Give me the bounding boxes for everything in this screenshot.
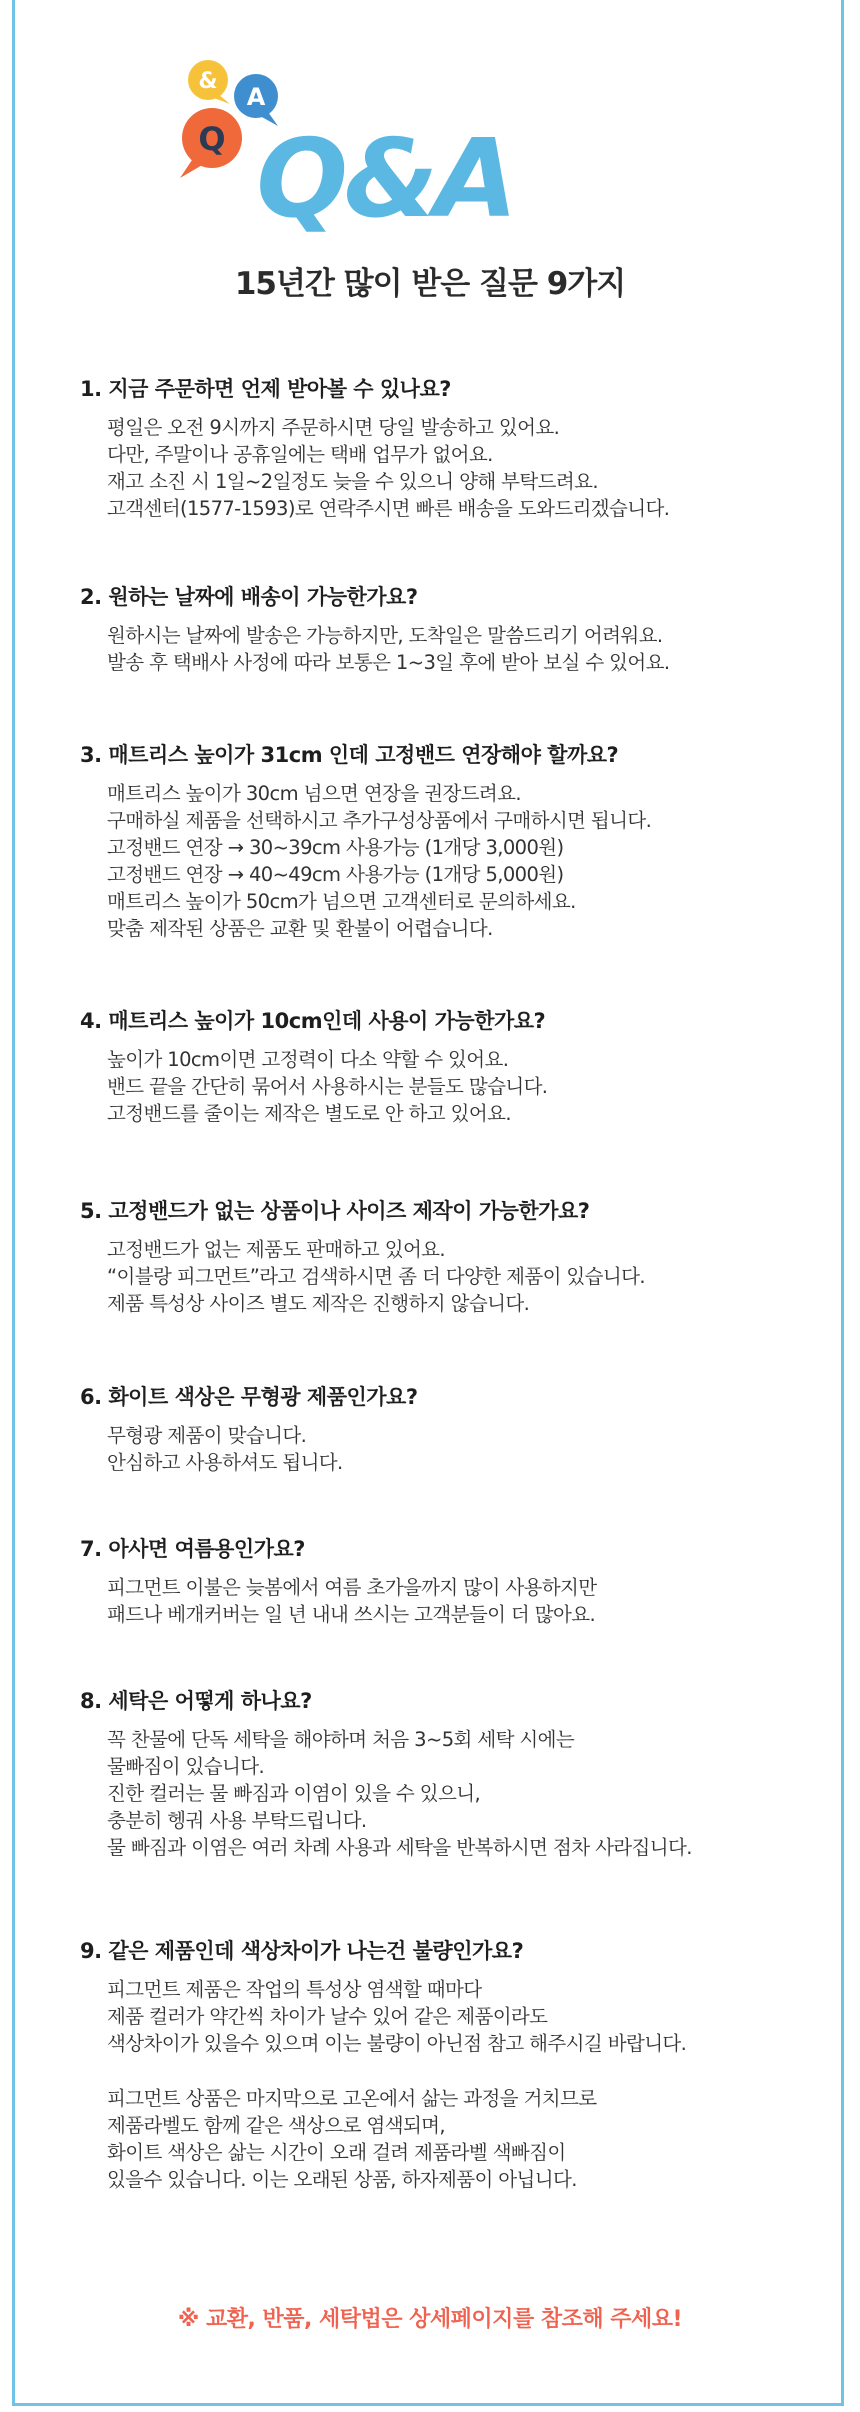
faq-answer-line: 밴드 끝을 간단히 묶어서 사용하시는 분들도 많습니다. [107,1075,548,1098]
faq-answer-line: 진한 컬러는 물 빠짐과 이염이 있을 수 있으니, [107,1782,481,1805]
faq-answer-line: 물빠짐이 있습니다. [107,1755,265,1778]
faq-answer-line: 구매하실 제품을 선택하시고 추가구성상품에서 구매하시면 됩니다. [107,809,652,832]
faq-answer-line: 고객센터(1577-1593)로 연락주시면 빠른 배송을 도와드리겠습니다. [107,497,670,520]
faq-answer-line: 원하시는 날짜에 발송은 가능하지만, 도착일은 말씀드리기 어려워요. [107,624,663,647]
page-subtitle: 15년간 많이 받은 질문 9가지 [234,266,626,302]
faq-answer-line: 제품 컬러가 약간씩 차이가 날수 있어 같은 제품이라도 [107,2005,548,2028]
faq-item [80,1006,810,1127]
faq-answer-line: 화이트 색상은 삶는 시간이 오래 걸려 제품라벨 색빠짐이 [107,2141,566,2164]
faq-answer-line: 꼭 찬물에 단독 세탁을 해야하며 처음 3~5회 세탁 시에는 [107,1728,575,1751]
faq-answer [107,1422,810,1476]
faq-answer [107,1574,810,1628]
faq-item [80,1196,810,1317]
faq-question: 7. 아사면 여름용인가요? [80,1537,305,1561]
faq-question: 9. 같은 제품인데 색상차이가 나는건 불량인가요? [80,1939,524,1963]
faq-answer [107,1726,810,1861]
a-bubble-text: A [246,83,266,111]
ampersand-bubble-text: & [198,69,218,94]
faq-answer-line: 다만, 주말이나 공휴일에는 택배 업무가 없어요. [107,443,493,466]
qa-title: Q&A [256,117,514,236]
faq-answer-line: 안심하고 사용하셔도 됩니다. [107,1451,343,1474]
faq-answer [107,1976,810,2057]
faq-answer-line: 있을수 있습니다. 이는 오래된 상품, 하자제품이 아닙니다. [107,2168,577,2191]
faq-answer-line: 제품 특성상 사이즈 별도 제작은 진행하지 않습니다. [107,1292,530,1315]
q-bubble-text: Q [198,120,226,158]
faq-answer-line: 충분히 헹궈 사용 부탁드립니다. [107,1809,367,1832]
faq-answer-line: 고정밴드 연장 → 30~39cm 사용가능 (1개당 3,000원) [107,836,564,859]
faq-item [80,1534,810,1628]
faq-item [80,1936,810,2193]
faq-question: 3. 매트리스 높이가 31cm 인데 고정밴드 연장해야 할까요? [80,743,619,767]
faq-answer [107,414,810,522]
faq-item [80,374,810,522]
faq-answer-line: 무형광 제품이 맞습니다. [107,1424,307,1447]
faq-answer-line: 고정밴드가 없는 제품도 판매하고 있어요. [107,1238,446,1261]
faq-question: 4. 매트리스 높이가 10cm인데 사용이 가능한가요? [80,1009,546,1033]
faq-answer [107,780,810,942]
faq-item [80,740,810,942]
faq-answer-line: 재고 소진 시 1일~2일정도 늦을 수 있으니 양해 부탁드려요. [107,470,598,493]
faq-item [80,1382,810,1476]
faq-answer [107,1046,810,1127]
faq-answer-line: 평일은 오전 9시까지 주문하시면 당일 발송하고 있어요. [107,416,560,439]
faq-answer [107,1236,810,1317]
faq-answer-line: 고정밴드 연장 → 40~49cm 사용가능 (1개당 5,000원) [107,863,564,886]
faq-answer-line: 패드나 베개커버는 일 년 내내 쓰시는 고객분들이 더 많아요. [107,1603,596,1626]
faq-answer-line: 맞춤 제작된 상품은 교환 및 환불이 어렵습니다. [107,917,493,940]
faq-answer-line: “이블랑 피그먼트”라고 검색하시면 좀 더 다양한 제품이 있습니다. [107,1265,645,1288]
faq-item [80,582,810,676]
faq-answer-line: 피그먼트 이불은 늦봄에서 여름 초가을까지 많이 사용하지만 [107,1576,597,1599]
faq-answer-line: 높이가 10cm이면 고정력이 다소 약할 수 있어요. [107,1048,509,1071]
faq-answer [107,622,810,676]
faq-question: 5. 고정밴드가 없는 상품이나 사이즈 제작이 가능한가요? [80,1199,590,1223]
faq-question: 8. 세탁은 어떻게 하나요? [80,1689,312,1713]
faq-answer-line: 고정밴드를 줄이는 제작은 별도로 안 하고 있어요. [107,1102,511,1125]
faq-answer-line: 색상차이가 있을수 있으며 이는 불량이 아닌점 참고 해주시길 바랍니다. [107,2032,687,2055]
faq-answer-line: 제품라벨도 함께 같은 색상으로 염색되며, [107,2114,446,2137]
faq-question: 1. 지금 주문하면 언제 받아볼 수 있나요? [80,377,451,401]
faq-answer-line: 매트리스 높이가 30cm 넘으면 연장을 권장드려요. [107,782,521,805]
faq-answer [107,2085,810,2193]
qa-logo [160,46,520,236]
faq-answer-line: 매트리스 높이가 50cm가 넘으면 고객센터로 문의하세요. [107,890,576,913]
faq-question: 6. 화이트 색상은 무형광 제품인가요? [80,1385,418,1409]
faq-answer-line: 발송 후 택배사 사정에 따라 보통은 1~3일 후에 받아 보실 수 있어요. [107,651,670,674]
faq-answer-line: 물 빠짐과 이염은 여러 차례 사용과 세탁을 반복하시면 점차 사라집니다. [107,1836,692,1859]
footer-note: ※ 교환, 반품, 세탁법은 상세페이지를 참조해 주세요! [177,2307,683,2332]
faq-item [80,1686,810,1861]
faq-question: 2. 원하는 날짜에 배송이 가능한가요? [80,585,418,609]
faq-answer-line: 피그먼트 제품은 작업의 특성상 염색할 때마다 [107,1978,482,2001]
faq-answer-line: 피그먼트 상품은 마지막으로 고온에서 삶는 과정을 거치므로 [107,2087,597,2110]
